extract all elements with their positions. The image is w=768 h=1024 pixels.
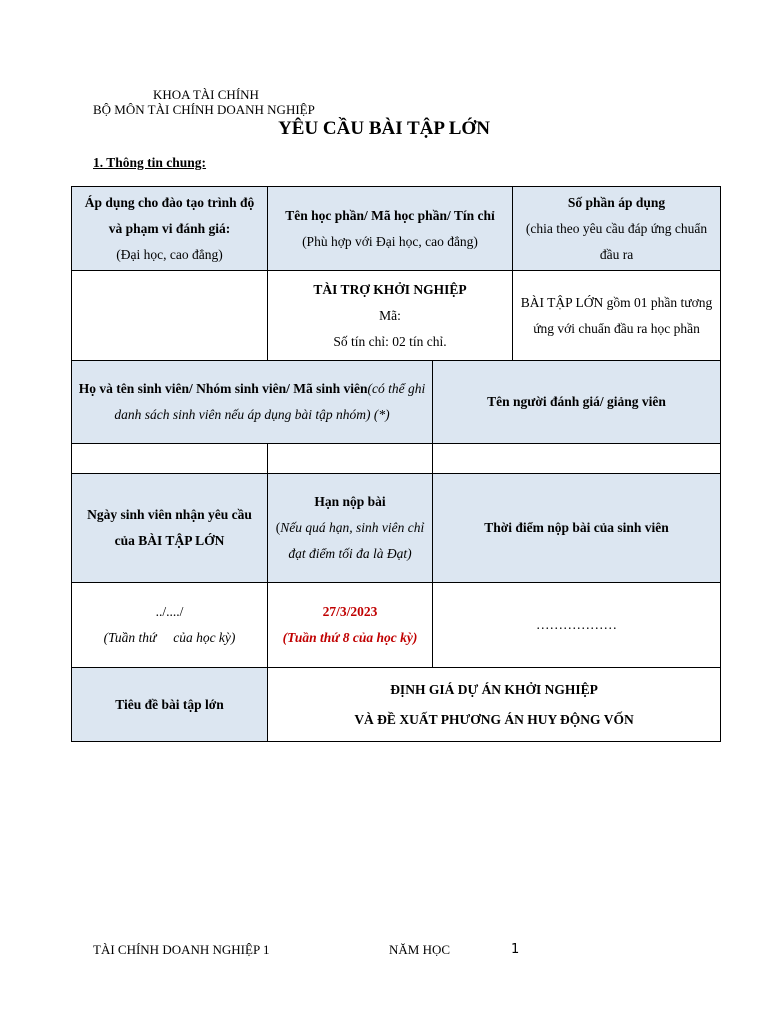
parts-label: Số phần áp dụng bbox=[567, 194, 666, 210]
deadline-note-paren: ( bbox=[275, 520, 281, 535]
parts-sub: (chia theo yêu cầu đáp ứng chuẩn đầu ra bbox=[525, 220, 708, 262]
week-placeholder: (Tuần thứ của học kỳ) bbox=[103, 630, 236, 645]
receive-date-header-cell bbox=[72, 474, 268, 583]
course-sub: (Phù hợp với Đại học, cao đẳng) bbox=[302, 233, 478, 249]
deadline-header-cell bbox=[268, 474, 433, 583]
deadline-label: Hạn nộp bài bbox=[314, 494, 386, 509]
student-note: (có thể ghi danh sách sinh viên nếu áp dụng bài tập nhóm) (*) bbox=[114, 381, 426, 422]
parts-value: BÀI TẬP LỚN gồm 01 phần tương ứng với chuẩn đầu ra học phần bbox=[520, 294, 713, 336]
table-row bbox=[72, 271, 721, 361]
parts-header-cell bbox=[513, 187, 721, 271]
section-heading: 1. Thông tin chung: bbox=[93, 155, 207, 170]
course-code: Mã: bbox=[379, 307, 401, 323]
deadline-note: Nếu quá hạn, sinh viên chỉ đạt điểm tối đa là Đạt) bbox=[280, 520, 425, 561]
page-number: 1 bbox=[511, 942, 520, 957]
scope-value-cell bbox=[72, 271, 268, 361]
scope-label: Áp dụng cho đào tạo trình độ và phạm vi đánh giá: bbox=[84, 194, 255, 236]
submit-time-value-cell bbox=[433, 583, 721, 668]
course-name: TÀI TRỢ KHỞI NGHIỆP bbox=[313, 281, 467, 297]
empty-cell bbox=[433, 444, 721, 474]
student-label: Họ và tên sinh viên/ Nhóm sinh viên/ Mã sinh viên bbox=[78, 381, 368, 396]
parts-value-cell bbox=[513, 271, 721, 361]
page-title: YÊU CẦU BÀI TẬP LỚN bbox=[278, 118, 490, 139]
course-label: Tên học phần/ Mã học phần/ Tín chỉ bbox=[285, 207, 495, 223]
project-title-header-cell bbox=[72, 668, 268, 742]
submit-time-label: Thời điểm nộp bài của sinh viên bbox=[484, 520, 669, 535]
project-title-value-cell bbox=[268, 668, 721, 742]
scope-sub: (Đại học, cao đẳng) bbox=[116, 246, 223, 262]
student-header-cell bbox=[72, 361, 433, 444]
scope-header-cell bbox=[72, 187, 268, 271]
date-placeholder: ../..../ bbox=[155, 604, 184, 619]
table-row bbox=[72, 361, 721, 444]
project-title-label: Tiêu đề bài tập lớn bbox=[115, 696, 224, 712]
course-header-cell bbox=[268, 187, 513, 271]
project-title-line2: VÀ ĐỀ XUẤT PHƯƠNG ÁN HUY ĐỘNG VỐN bbox=[354, 711, 634, 727]
assessor-header-cell bbox=[433, 361, 721, 444]
table-row bbox=[72, 187, 721, 271]
course-credits: Số tín chỉ: 02 tín chỉ. bbox=[333, 333, 447, 349]
empty-cell bbox=[268, 444, 433, 474]
table-row bbox=[72, 668, 721, 742]
course-value-cell bbox=[268, 271, 513, 361]
deadline-week: (Tuần thứ 8 của học kỳ) bbox=[282, 630, 418, 645]
submit-time-header-cell bbox=[433, 474, 721, 583]
deadline-date: 27/3/2023 bbox=[322, 604, 378, 619]
footer-course: TÀI CHÍNH DOANH NGHIỆP 1 bbox=[93, 942, 270, 957]
footer-year-label: NĂM HỌC bbox=[389, 942, 451, 957]
table-row bbox=[72, 474, 721, 583]
receive-date-value-cell bbox=[72, 583, 268, 668]
faculty-name: KHOA TÀI CHÍNH bbox=[153, 87, 259, 102]
department-name: BỘ MÔN TÀI CHÍNH DOANH NGHIỆP bbox=[93, 102, 315, 117]
project-title-line1: ĐỊNH GIÁ DỰ ÁN KHỞI NGHIỆP bbox=[390, 681, 598, 697]
receive-date-label: Ngày sinh viên nhận yêu cầu của BÀI TẬP LỚN bbox=[87, 507, 252, 548]
table-row bbox=[72, 583, 721, 668]
assessor-label: Tên người đánh giá/ giảng viên bbox=[487, 394, 666, 409]
table-row bbox=[72, 444, 721, 474]
submit-placeholder: ……………… bbox=[536, 617, 617, 632]
info-table bbox=[71, 186, 721, 742]
deadline-value-cell bbox=[268, 583, 433, 668]
empty-cell bbox=[72, 444, 268, 474]
